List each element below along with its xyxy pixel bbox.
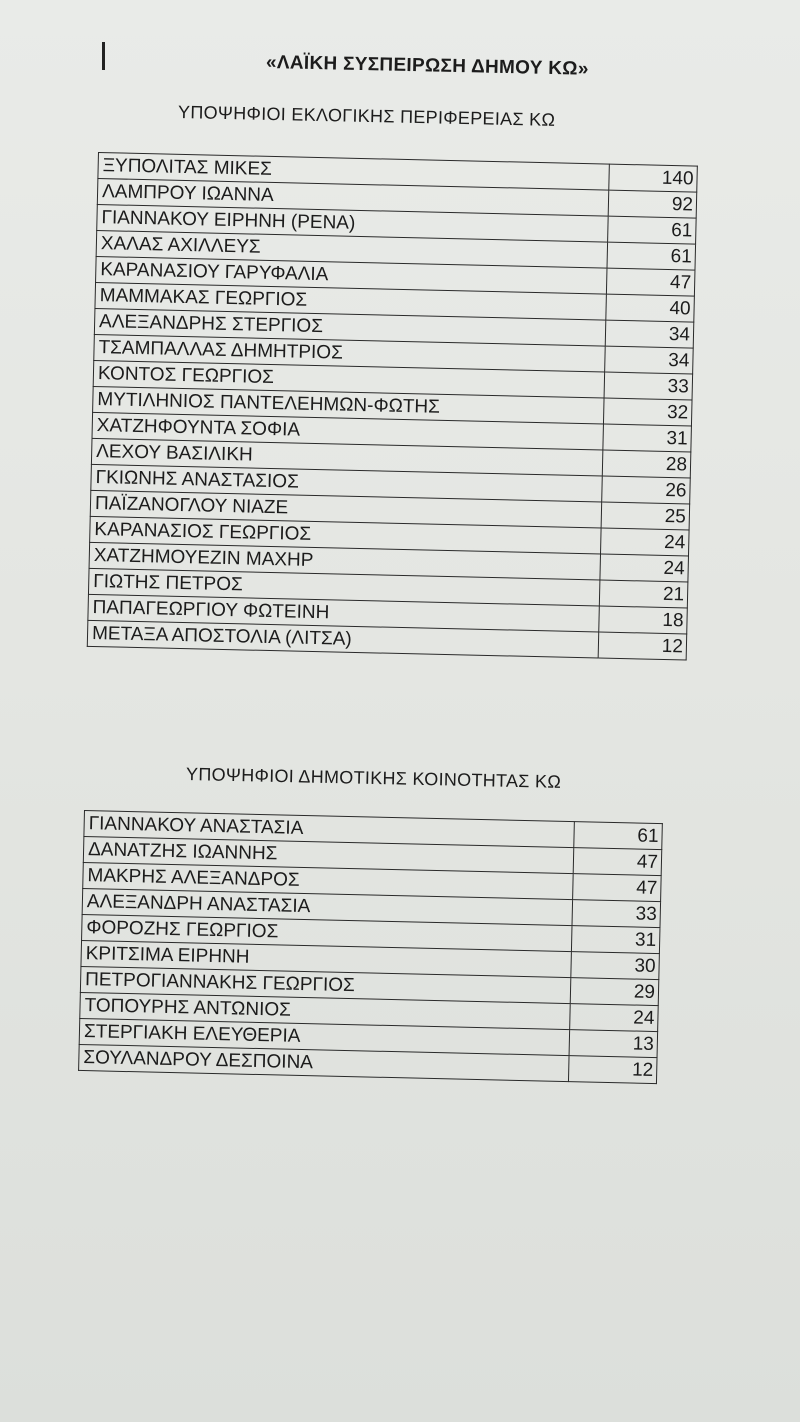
candidate-name: ΠΕΤΡΟΓΙΑΝΝΑΚΗΣ ΓΕΩΡΓΙΟΣ	[80, 966, 570, 1003]
candidate-name: ΦΟΡΟΖΗΣ ΓΕΩΡΓΙΟΣ	[82, 914, 572, 951]
candidate-name: ΠΑΪΖΑΝΟΓΛΟΥ ΝΙΑΖΕ	[90, 490, 601, 528]
vote-count: 30	[571, 952, 660, 980]
candidate-name: ΜΑΜΜΑΚΑΣ ΓΕΩΡΓΙΟΣ	[95, 282, 606, 320]
candidate-name: ΜΑΚΡΗΣ ΑΛΕΞΑΝΔΡΟΣ	[83, 862, 573, 899]
candidate-name: ΧΑΛΑΣ ΑΧΙΛΛΕΥΣ	[96, 230, 607, 268]
vote-count: 21	[599, 580, 688, 608]
vote-count: 33	[572, 900, 661, 928]
vote-count: 47	[606, 268, 695, 296]
vote-count: 34	[605, 320, 694, 348]
candidate-name: ΞΥΠΟΛΙΤΑΣ ΜΙΚΕΣ	[98, 153, 609, 191]
vote-count: 61	[608, 216, 697, 244]
candidates-table-regional	[87, 152, 698, 660]
margin-mark	[102, 42, 105, 70]
candidate-name: ΚΑΡΑΝΑΣΙΟΣ ΓΕΩΡΓΙΟΣ	[90, 516, 601, 554]
vote-count: 24	[600, 554, 689, 582]
vote-count: 32	[603, 398, 692, 426]
vote-count: 29	[570, 978, 659, 1006]
candidates-table-municipal	[78, 810, 663, 1084]
vote-count: 24	[570, 1004, 659, 1032]
vote-count: 47	[573, 848, 662, 876]
candidate-name: ΑΛΕΞΑΝΔΡΗ ΑΝΑΣΤΑΣΙΑ	[82, 888, 572, 925]
candidate-name: ΣΤΕΡΓΙΑΚΗ ΕΛΕΥΘΕΡΙΑ	[79, 1018, 569, 1055]
party-title: «ΛΑΪΚΗ ΣΥΣΠΕΙΡΩΣΗ ΔΗΜΟΥ ΚΩ»	[265, 52, 589, 80]
candidate-name: ΤΟΠΟΥΡΗΣ ΑΝΤΩΝΙΟΣ	[80, 992, 570, 1029]
vote-count: 18	[599, 606, 688, 634]
vote-count: 13	[569, 1030, 658, 1058]
candidate-name: ΑΛΕΞΑΝΔΡΗΣ ΣΤΕΡΓΙΟΣ	[94, 308, 605, 346]
vote-count: 40	[606, 294, 695, 322]
candidate-name: ΚΡΙΤΣΙΜΑ ΕΙΡΗΝΗ	[81, 940, 571, 977]
candidate-name: ΜΕΤΑΞΑ ΑΠΟΣΤΟΛΙΑ (ΛΙΤΣΑ)	[87, 620, 598, 658]
vote-count: 92	[608, 190, 697, 218]
vote-count: 140	[609, 164, 698, 192]
candidate-name: ΔΑΝΑΤΖΗΣ ΙΩΑΝΝΗΣ	[83, 837, 573, 874]
candidate-name: ΓΚΙΩΝΗΣ ΑΝΑΣΤΑΣΙΟΣ	[91, 464, 602, 502]
candidate-name: ΧΑΤΖΗΦΟΥΝΤΑ ΣΟΦΙΑ	[92, 412, 603, 450]
section-heading-regional: ΥΠΟΨΗΦΙΟΙ ΕΚΛΟΓΙΚΗΣ ΠΕΡΙΦΕΡΕΙΑΣ ΚΩ	[177, 102, 556, 130]
vote-count: 31	[603, 424, 692, 452]
vote-count: 12	[598, 632, 687, 660]
vote-count: 26	[602, 476, 691, 504]
candidate-name: ΓΙΑΝΝΑΚΟΥ ΑΝΑΣΤΑΣΙΑ	[84, 811, 574, 848]
candidate-name: ΠΑΠΑΓΕΩΡΓΙΟΥ ΦΩΤΕΙΝΗ	[88, 594, 599, 632]
section-heading-municipal: ΥΠΟΨΗΦΙΟΙ ΔΗΜΟΤΙΚΗΣ ΚΟΙΝΟΤΗΤΑΣ ΚΩ	[185, 764, 562, 792]
candidate-name: ΚΑΡΑΝΑΣΙΟΥ ΓΑΡΥΦΑΛΙΑ	[96, 256, 607, 294]
candidate-name: ΜΥΤΙΛΗΝΙΟΣ ΠΑΝΤΕΛΕΗΜΩΝ-ΦΩΤΗΣ	[93, 386, 604, 424]
vote-count: 12	[568, 1056, 657, 1084]
vote-count: 25	[601, 502, 690, 530]
candidate-name: ΣΟΥΛΑΝΔΡΟΥ ΔΕΣΠΟΙΝΑ	[79, 1044, 569, 1081]
candidate-name: ΤΣΑΜΠΑΛΛΑΣ ΔΗΜΗΤΡΙΟΣ	[94, 334, 605, 372]
vote-count: 33	[604, 372, 693, 400]
vote-count: 61	[574, 822, 663, 850]
vote-count: 24	[601, 528, 690, 556]
candidate-name: ΧΑΤΖΗΜΟΥΕΖΙΝ ΜΑΧΗΡ	[89, 542, 600, 580]
candidate-name: ΛΑΜΠΡΟΥ ΙΩΑΝΝΑ	[97, 179, 608, 217]
vote-count: 61	[607, 242, 696, 270]
candidate-name: ΛΕΧΟΥ ΒΑΣΙΛΙΚΗ	[91, 438, 602, 476]
vote-count: 28	[602, 450, 691, 478]
vote-count: 34	[605, 346, 694, 374]
vote-count: 31	[571, 926, 660, 954]
candidate-name: ΓΙΑΝΝΑΚΟΥ ΕΙΡΗΝΗ (ΡΕΝΑ)	[97, 204, 608, 242]
candidate-name: ΚΟΝΤΟΣ ΓΕΩΡΓΙΟΣ	[93, 360, 604, 398]
vote-count: 47	[573, 874, 662, 902]
candidate-name: ΓΙΩΤΗΣ ΠΕΤΡΟΣ	[88, 568, 599, 606]
